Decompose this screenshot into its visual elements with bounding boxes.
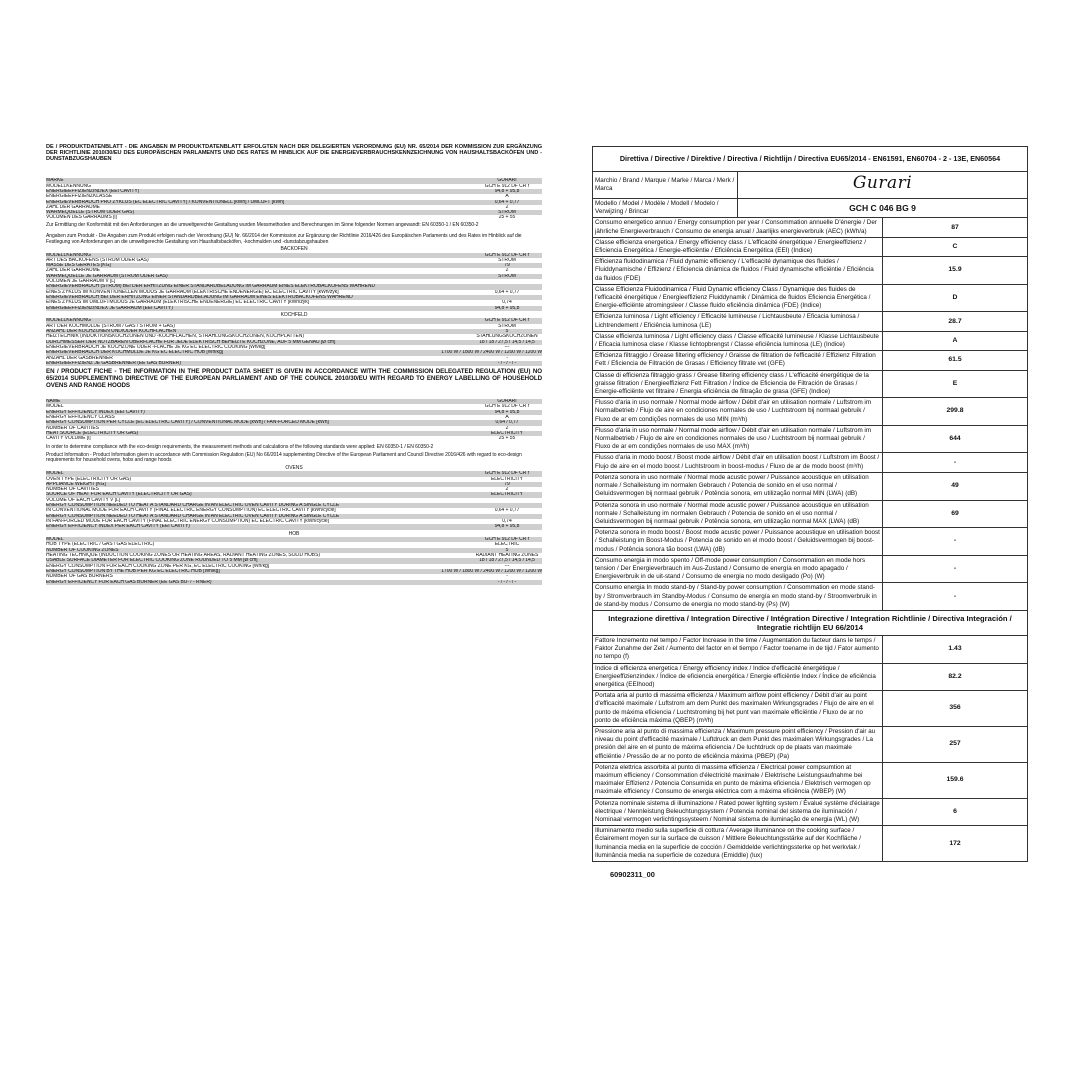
fiche-row-value: STROM: [498, 257, 516, 263]
fiche-row-label: MODEL: [46, 471, 64, 477]
hood-row-label: Classe Efficienza Fluidodinamica / Fluid Dynamic efficiency Class / Dynamique des fluides de l'efficacité énergétique / Energieeffizienz Fluiddynamik / Dinámica de fluidos Eficiencia Energética / Energie-efficiënte atromingsleer / Classe fluido eficiência dinâmica (FDE) (Indice): [593, 284, 883, 312]
hood-row: [593, 663, 1028, 691]
fiche-row-value: ELECTRICITY: [491, 430, 523, 436]
hood-row-value: 49: [883, 472, 1028, 500]
fiche-row-label: NAME: [46, 399, 61, 405]
fiche-row-value: STROM: [498, 210, 516, 216]
fiche-row-label: ENERGY CONSUMPTION NEEDED TO HEAT A STANDARD CHARGE IN AN ELECTRIC OVEN CAVITY DURING A SINGLE CYCLE: [46, 513, 340, 519]
hood-row-value: 61.5: [883, 351, 1028, 370]
brand-logo: Gurari: [852, 172, 913, 193]
fiche-row-value: GURARI: [497, 178, 517, 184]
hood-row-value: -: [883, 528, 1028, 556]
fiche-row-label: ENERGIEVERBRAUCH PRO ZYKLUS (EC ELECTRIC CAVITY) / KONVENTIONELL [kWh] / UMLUFT [kWh]: [46, 199, 285, 205]
hood-row-label: Consumo energia in modo spento / Off-mode power consumption / Consommation en mode hors tension / Der Energieverbrauch im Aus-Zustand / Consumo de energía en modo apagado / Energieverbruik in de uit-stand / Consumo de energia no modo desligado (Po) (W): [593, 555, 883, 583]
fiche-row-label: MODELLKENNUNG: [46, 318, 91, 324]
fiche-row-label: NUMBER OF CAVITIES: [46, 425, 99, 431]
fiche-row-label: ENERGIEEFFIZIENZ JE GASBRENNER (EE GAS BURNER): [46, 360, 181, 366]
en-heading: EN / PRODUCT FICHE - THE INFORMATION IN THE PRODUCT DATA SHEET IS GIVEN IN ACCORDANCE WITH THE COMMISSION DELEGATED REGULATION (EU) NO 65/2014 SUPPLEMENTING DIRECTIVE OF THE EUROPEAN PARLIAMENT AND OF THE COUNCIL 2010/30/EU WITH REGARD TO ENERGY LABELLING OF HOUSEHOLD OVENS AND RANGE HOODS: [46, 368, 542, 390]
hood-row-value: 159.6: [883, 762, 1028, 798]
fiche-row-label: ENERGY CONSUMPTION PER CYCLE (EC ELECTRIC CAVITY) / CONVENTIONAL MODE [kWh] / FAN-FORCED MODE [kWh]: [46, 420, 329, 426]
fiche-row-value: 94,8 + 95,8: [494, 188, 520, 194]
de-oven-table: [46, 178, 542, 220]
fiche-row-value: - / - / - / -: [497, 579, 517, 585]
hood-row-value: A: [883, 331, 1028, 350]
hood-row-label: Efficienza luminosa / Light efficiency / Efficacité lumineuse / Lichtausbeute / Eficacia luminosa / Lichtrendement / Eficiência luminosa (LE): [593, 312, 883, 331]
hood-row-label: Potenza sonora in uso normale / Normal mode acustic power / Puissance acoustique en utilisation normale / Schalleistung im normalen Gebrauch / Potencia de sonido en el uso normal / Geluidsvermogen bij normaal gebruik / Potência sonora, em utilização normal MAX (LWA) (dB): [593, 500, 883, 528]
fiche-row-label: SOURCE OF HEAT FOR EACH CAVITY (ELECTRICITY OR GAS): [46, 492, 192, 498]
fiche-row-label: DURCHMESSER DER NUTZBAREN OBERFLÄCHE FÜR JEDE ELEKTRISCH BEHEIZTE KOCHZONE, AUF 5 MM GENAU [Ø cm]: [46, 339, 336, 345]
fiche-row-label: MODELLKENNUNG: [46, 252, 91, 258]
fiche-row-label: ENERGIEVERBRAUCH DER KOCHMULDE JE KG EC ELECTRIC HOB [Wh/kg]: [46, 350, 224, 356]
hood-row-label: Classe efficienza luminosa / Light efficiency class / Classe efficacité lumineuse / Klasse Lichtausbeute / Eficacia luminosa clase / Klasse lichtopbrengst / Classe eficiência luminosa (LE) (Indice): [593, 331, 883, 350]
fiche-row-value: 0,64 + 0,77: [494, 199, 520, 205]
fiche-row-label: ENERGY EFFICIENCY FOR EACH GAS BURNER (EE GAS BU- / - RNER): [46, 579, 212, 585]
hood-row: [593, 500, 1028, 528]
integration-section-title: Integrazione direttiva / Integration Directive / Intégration Directive / Integration Richtlinie / Directiva Integración / Integratie richtlijn EU 66/2014: [593, 610, 1028, 635]
hood-row-value: D: [883, 284, 1028, 312]
hood-row-label: Consumo energia In modo stand-by / Stand-by power consumption / Consommation en mode stand-by / Stromverbrauch im Standby-Modus / Consumo de energía en modo stand-by / Stroomverbruik in de stand-by modus / Consumo de energia no modo stand-by (Ps) (W): [593, 583, 883, 611]
hood-row-value: 87: [883, 218, 1028, 237]
hood-row: [593, 726, 1028, 762]
fiche-row-value: ELECTRICITY: [491, 476, 523, 482]
hood-row-label: Fattore Incremento nel tempo / Factor Increase in the time / Augmentation du facteur dans le temps / Faktor Zunahme der Zeit / Aumento del factor en el tiempo / Factor toename in de tijd / Fator aumento no tempo (f): [593, 635, 883, 663]
hood-row-label: Potenza sonora in uso normale / Normal mode acustic power / Puissance acoustique en utilisation normale / Schalleistung im normalen Gebrauch / Potencia de sonido en el uso normal / Geluidsvermogen bij normaal gebruik / Potência sonora, em utilização normal MIN (LWA) (dB): [593, 472, 883, 500]
fiche-row-label: APPLIANCE WEIGHT [KG]: [46, 481, 106, 487]
hood-row-label: Consumo energetico annuo / Energy consumption per year / Consommation annuelle D'énergie / Der jährliche Energieverbrauch / Consumo de energia anual / Jaarlijks energieverbruik (AEC) (kWh/a): [593, 218, 883, 237]
en-ovens-title: OVENS: [285, 464, 303, 471]
fiche-row-label: ENERGIEEFFIZIENZINDEX (EEI CAVITY): [46, 188, 140, 194]
fiche-row-label: WÄRMEQUELLE JE GARRAUM (STROM ODER GAS): [46, 273, 168, 279]
hood-row-value: 6: [883, 798, 1028, 826]
model-label: Modello / Model / Modèle / Modell / Modelo / Verwijzing / Brincar: [593, 199, 738, 218]
fiche-row-label: ENERGY EFFICIENCY INDEX (EEI CAVITY): [46, 409, 145, 415]
hood-row-value: 172: [883, 826, 1028, 862]
integration-section-row: [593, 610, 1028, 635]
model-row: [593, 199, 1028, 218]
model-value: GCH C 046 BG 9: [738, 199, 1028, 218]
hood-row: [593, 370, 1028, 398]
hood-row: [593, 351, 1028, 370]
fiche-row-label: ANZAHL DER GASBRENNER: [46, 355, 113, 361]
fiche-row-label: EINES ZYKLUS IM KONVENTIONELLEN MODUS JE GARRAUM (ELEKTRISCHE ENDENERGIE) EC ELECTRIC CAVITY [kWh/zyk]: [46, 289, 339, 295]
fiche-row-label: OVEN TYPE (ELECTRICITY OR GAS): [46, 476, 131, 482]
fiche-row-label: ART DES BACKOFENS (STROM ODER GAS): [46, 257, 149, 263]
hood-row-label: Classe efficienza energetica / Energy efficiency class / L'efficacité énergétique / Energieeffizienz / Eficiencia Energética / Energie-efficiëntie / Eficiência Energética (EEI) (Indice): [593, 237, 883, 256]
fiche-row-label: HEATING TECHNIQUE (INDUCTION COOKING ZONES OR HEATING AREAS, RADIANT HEATING ZONES, SOLID HOBS): [46, 553, 320, 559]
fiche-row-label: NUMBER OF CAVITIES: [46, 487, 99, 493]
fiche-row-label: ZAHL DER GARRAUME: [46, 204, 100, 210]
hood-row-value: 644: [883, 425, 1028, 453]
fiche-row-label: CAVITY VOLUME [l]: [46, 436, 91, 442]
de-backofen-table: [46, 253, 542, 311]
fiche-row-value: ELECTRICITY: [491, 492, 523, 498]
fiche-row-label: ENERGY CONSUMPTION BY THE HOB PER KG EC ELECTRIC HOB [Wh/kg]: [46, 568, 220, 574]
fiche-row-value: 2: [505, 487, 509, 493]
hood-row: [593, 472, 1028, 500]
brand-label: Marchio / Brand / Marque / Marke / Marca / Merk / Marca: [593, 172, 738, 199]
fiche-row-label: VOLUMEN DES GARRAUMS [l]: [46, 215, 117, 221]
fiche-row-value: STROM: [498, 273, 516, 279]
hood-row-value: 28.7: [883, 312, 1028, 331]
fiche-row-label: MODELLKENNUNG: [46, 183, 91, 189]
hood-row-value: 69: [883, 500, 1028, 528]
fiche-row-label: ENERGIEVERBRAUCH (STROM) BEI DER ERHITZUNG EINER STANDARDBELADUNG IM GARRAUM EINES ELEKTROBACKOFENS WÄHREND: [46, 284, 376, 290]
de-backofen-title: BACKOFEN: [280, 245, 308, 252]
fiche-row-value: 5: [505, 547, 509, 553]
fiche-row-label: MASSE DES GERÄTES [KG]: [46, 263, 111, 269]
hood-row: [593, 635, 1028, 663]
fiche-row-value: ---: [504, 563, 510, 569]
en-standards-note: In order to determine compliance with the eco-design requirements, the measurement methods and calculations of the following standards were applied: EN 60350-1 / EN 60350-2: [46, 444, 434, 451]
fiche-row-label: IN CONVENTIONAL MODE FOR EACH CAVITY (FINAL ELECTRIC ENERGY CONSUMPTION) EC ELECTRIC CAVITY [kWh/cycle]: [46, 508, 336, 514]
hood-row: [593, 691, 1028, 727]
hood-row-value: 356: [883, 691, 1028, 727]
hood-row: [593, 826, 1028, 862]
fiche-row-value: GCH E 912 DF CR r: [484, 183, 530, 189]
fiche-row-label: USABLE SURFACE DIAMETER FOR ELECTRIC COOKING ZONE ROUNDED TO 5 MM [Ø cm]: [46, 558, 258, 564]
fiche-row-value: 94,8 + 95,8: [494, 524, 520, 530]
fiche-row-label: ENERGIEVERBRAUCH JE KOCHZONE ODER -FLÄCHE JE KG EC ELECTRIC COOKING [Wh/kg]: [46, 344, 266, 350]
fiche-row-value: 25 + 55: [498, 215, 516, 221]
hood-row: [593, 331, 1028, 350]
fiche-row-label: ZAHL DER GARRÄUME: [46, 268, 100, 274]
hood-row: [593, 583, 1028, 611]
fiche-row-value: 79: [504, 481, 510, 487]
fiche-row-label: MODEL: [46, 404, 64, 410]
hood-row-value: C: [883, 237, 1028, 256]
fiche-row-value: 0,74: [502, 518, 512, 524]
fiche-row: [46, 524, 542, 529]
fiche-row-value: GURARI: [497, 399, 517, 405]
fiche-row-label: NUMBER OF COOKING ZONES: [46, 547, 119, 553]
fiche-row-label: ENERGY CONSUMPTION NEEDED TO HEAT A STANDARD CHARGE IN AN ELECTRIC OVEN CAVITY DURING A SINGLE CYCLE: [46, 503, 340, 509]
hood-row-value: E: [883, 370, 1028, 398]
fiche-row-value: 0,64 + 0,77: [494, 289, 520, 295]
fiche-row-label: NUMBER OF GAS BURNERS: [46, 574, 113, 580]
hood-row: [593, 798, 1028, 826]
en-hob-title: HOB: [288, 530, 300, 537]
hood-row-label: Efficienza filtraggio / Grease filtering efficiency / Graisse de filtration de l'efficacité / Effizienz Filtration Fett / Eficiencia de Filtración de Grasas / Efficiency filtrate vet (GFE): [593, 351, 883, 370]
hood-row: [593, 425, 1028, 453]
fiche-row: [46, 580, 542, 585]
right-product-fiche: [592, 146, 1028, 879]
fiche-row-label: MODEL: [46, 537, 64, 543]
hood-row-value: -: [883, 555, 1028, 583]
hood-row-value: -: [883, 453, 1028, 472]
fiche-row-label: MARKE: [46, 178, 64, 184]
fiche-row-value: GCH E 912 DF CR r: [484, 537, 530, 543]
left-product-fiche: [46, 145, 542, 587]
fiche-row-label: IN FAN-FORCED MODE FOR EACH CAVITY (FINAL ELECTRIC ENERGY CONSUMPTION) EC ELECTRIC CAVITY [kWh/cycle]: [46, 518, 329, 524]
fiche-row-value: 5: [505, 329, 509, 335]
fiche-row-value: GCH E 912 DF CR r: [484, 252, 530, 258]
fiche-row-value: ---: [504, 344, 510, 350]
fiche-row: [46, 436, 542, 441]
fiche-row-value: 18 / 18 / 27,5 / 14,5 / 14,5: [479, 558, 535, 564]
fiche-row-value: 0,74: [502, 300, 512, 306]
hood-row-label: Illuminamento medio sulla superficie di cottura / Average illuminance on the cooking surface / Éclairement moyen sur la surface de cuisson / Mittlere Beleuchtungsstärke auf der Kochfläche / Iluminancia media en la superficie de cocción / Gemiddelde verlichtingssterke op het werkvlak / Iluminância media na superficie de cozedura (Emiddle) (lux): [593, 826, 883, 862]
hood-row: [593, 257, 1028, 285]
fiche-row-label: HOB TYPE (ELECTRIC / GAS / GAS ELECTRIC): [46, 542, 155, 548]
fiche-row-value: STAHLUNGSKOCHZONEN: [476, 334, 538, 340]
document-code: 60902311_00: [610, 870, 655, 880]
fiche-row-label: ENERGIEEFFIZIENZKLASSE: [46, 194, 113, 200]
hood-row-value: 82.2: [883, 663, 1028, 691]
en-product-info-note: Product Information - Product Information given in accordance with Commission Regulation (EU) No 66/2014 supplementing Directive of the European Parliament and Council Directive 2016/426 with regard to eco-design requirements for household ovens, hobs and range hoods: [46, 451, 522, 464]
hood-row: [593, 218, 1028, 237]
directive-header-row: [593, 147, 1028, 172]
fiche-row-label: ART DER KOCHMULDE (STROM / GAS / STROM + GAS): [46, 323, 175, 329]
fiche-row-label: ENERGY EFFICIENCY CLASS: [46, 415, 115, 420]
hood-row-label: Efficienza fluidodinamica / Fluid dynamic efficiency / L'efficacité dynamique des fluides / Fluiddynamische / Effizienz / Eficiencia dinámica de fluidos / Fluid dynamische efficiëntie / Eficiência da fluidos (FDE): [593, 257, 883, 285]
fiche-row-value: 2: [505, 204, 509, 210]
hood-row-value: 1.43: [883, 635, 1028, 663]
fiche-row-value: 2: [505, 268, 509, 274]
fiche-row-value: 94,8 + 95,8: [494, 409, 520, 415]
fiche-row-value: 18 / 18 / 27,5 / 14,5 / 14,5: [479, 339, 535, 345]
fiche-row-label: ENERGY EFFICIENCY INDEX PER EACH CAVITY (EEI CAVITY): [46, 524, 190, 530]
fiche-row-label: ENERGY CONSUMPTION FOR EACH COOKING ZONE PER KG, EC ELECTRIC COOKING [Wh/kg]: [46, 563, 270, 569]
hood-row-label: Potenza nominale sistema di illuminazione / Rated power lighting system / Évalué système d'éclairage électrique / Nennleistung Beleuchtungssystem / Potencia nominal del sistema de iluminación / Nominaal vermogen verlichtingssysteem / Nominal sistema de iluminação de energia (WL) (W): [593, 798, 883, 826]
fiche-row: [46, 215, 542, 220]
hood-row-value: 15.9: [883, 257, 1028, 285]
hood-row-label: Portata aria al punto di massima efficienza / Maximum airflow point efficiency / Débit d'air au point d'efficacité maximale / Luftstrom am dem Punkt des maximalen Wirkungsgrades / Flujo de aire en el punto de máxima eficiencia / Luchtstroming bij het punt van maximale efficiëntie / Fluxo de ar no ponto de eficiência máxima (QBEP) (m³/h): [593, 691, 883, 727]
fiche-row-value: 0,64 + 0,77: [494, 508, 520, 514]
fiche-row-value: ELECTRIC: [494, 542, 520, 548]
hood-row-value: -: [883, 583, 1028, 611]
fiche-row-value: A: [505, 415, 509, 420]
fiche-row-label: ENERGIEVERBRAUCH BEI DER ERHITZUNG EINER STANDARDBELADUNG IM GARRAUM EINES ELEKTROBACKOFENS WÄHREND: [46, 294, 353, 300]
fiche-row-value: -: [506, 574, 508, 580]
fiche-row-label: EINES ZYKLUS IM UMLUFTMODUS JE GARRAUM (ELEKTRISCHE ENDENERGIE) EC ELECTRIC CAVITY [kWh/zyk]: [46, 300, 310, 306]
hood-row-label: Flusso d'aria in modo boost / Boost mode airflow / Débit d'air en utilisation boost / Luftstrom im Boost / Flujo de aire en el modo boost / Luchtstroom in boost-modus / Fluxo de ar de modo boost (m³/h): [593, 453, 883, 472]
fiche-row-value: -: [506, 355, 508, 361]
fiche-row-label: ENERGIEEFFIZIENZINDEX JE GARRAUM (EEI CAVITY): [46, 305, 173, 311]
hood-row-label: Flusso d'aria in uso normale / Normal mode airflow / Débit d'air en utilisation normale / Luftstrom im Normalbetrieb / Flujo de aire en condiciones normales de uso / Luchtstroom bij normaal gebruik / Fluxo de ar em condições normales de uso MIN (m³/h): [593, 398, 883, 426]
fiche-row-value: RADIANT HEATING ZONES: [475, 553, 539, 559]
directive-header: Direttiva / Directive / Direktive / Directiva / Richtlijn / Directiva EU65/2014 - EN61591, EN60704 - 2 - 13E, EN60564: [593, 147, 1028, 172]
en-ovens-table: [46, 471, 542, 529]
hood-row: [593, 284, 1028, 312]
hood-row-value: 257: [883, 726, 1028, 762]
fiche-row-label: VOLUMEN JE GARRAUM V [L]: [46, 279, 116, 285]
fiche-row-value: GCH E 912 DF CR r: [484, 404, 530, 410]
fiche-row-value: 25 + 55: [498, 436, 516, 442]
de-kochfeld-title: KOCHFELD: [280, 311, 308, 318]
fiche-row-label: VOLUME OF EACH CAVITY V [L]: [46, 497, 121, 503]
fiche-row-label: WÄRMEQUELLE (STROM ODER GAS): [46, 210, 135, 216]
fiche-row-label: HEIZTECHNIK (INDUKTIONSKOCHZONEN UND -KOCHFLÄCHEN, STRAHLUNGSKOCHZONEN, KOCHPLATTEN): [46, 334, 304, 340]
fiche-row-label: HEAT SOURCE (ELECTRICITY OR GAS): [46, 430, 139, 436]
hood-row-label: Indice di efficienza energetica / Energy efficiency index / Indice d'efficacité énergétique / Energieeffizienzindex / Índice de eficiencia energética / Energie efficiëntie Index / Índice de eficiência energética (EEIhood): [593, 663, 883, 691]
fiche-row-value: STROM: [498, 323, 516, 329]
hood-row-label: Potenza sonora in modo boost / Boost mode acustic power / Puissance acoustique en utilisation boost / Schalleistung im Boost-Modus / Potencia de sonido en el modo boost / Geluidsvermogen bij boost-modus / Potência sonora tão boost (LWA) (dB): [593, 528, 883, 556]
fiche-row-value: 0,64 / 0,77: [495, 420, 519, 426]
fiche-row-label: ANZAHL DER KOCHZONEN UND/ODER KOCHFLÄCHEN: [46, 329, 177, 335]
hood-row-label: Pressione aria al punto di massima efficienza / Maximum pressure point efficiency / Pression d'air au niveau du point d'efficacité maximale / Luftdruck an dem Punkt des maximalen Wirkungsgrades / La presión del aire en el punto de máxima eficiencia / De luchtdruck op de plaats van maximale efficiëntie / Pressão de ar no ponto de eficiência máxima (PBEP) (Pa): [593, 726, 883, 762]
hood-row-label: Potenza elettrica assorbita al punto di massima efficienza / Electrical power compsumtion at maximum efficiency / Consommation d'électricité maximale / Elektrische Leistungsaufnahme bei maximaler Effizienz / Potencia Consumida en punto de máxima eficiencia / Elektrisch vermogen op maximale efficiency / Consumo de energia eléctrica com a máxima eficiência (WBEP) (W): [593, 762, 883, 798]
hood-row: [593, 555, 1028, 583]
fiche-row-value: GCH E 912 DF CR r: [484, 471, 530, 477]
fiche-row-value: 94,8 + 95,8: [494, 305, 520, 311]
hood-row: [593, 312, 1028, 331]
hood-row: [593, 528, 1028, 556]
hood-row: [593, 237, 1028, 256]
de-heading: DE / PRODUKTDATENBLATT - DIE ANGABEN IM PRODUKTDATENBLATT ERFOLGTEN NACH DER DELEGIERTEN VERORDNUNG (EU) NR. 65/2014 DER KOMMISSION ZUR ERGÄNZUNG DER RICHTLINIE 2010/30/EU DES EUROPÄISCHEN PARLAMENTS UND DES RATES IM HINBLICK AUF DIE ENERGIEVERBRAUCHSKENNZEICHNUNG VON HAUSHALTSBACKÖFEN UND -DUNSTABZUGSHAUBEN: [46, 144, 542, 162]
hood-row-label: Classe di efficienza filtraggio grass / Grease filtering efficiency class / L'efficacité énergétique de la graisse filtration / Energieeffizienz Fett Filtration / Índice de Eficiencia de Filtración de Grasas / Energie-efficiënte vet filtraire / Energia eficiência de filtração de grasa (GFE) (Indice): [593, 370, 883, 398]
fiche-row-value: 79: [504, 263, 510, 269]
de-kochfeld-table: [46, 318, 542, 366]
hood-row: [593, 453, 1028, 472]
hood-row-value: 299.8: [883, 398, 1028, 426]
de-standards-note: Zur Ermittlung der Konformität mit den Anforderungen an die umweltgerechte Gestaltung wurden Messmethoden und Berechnungen im Sinne folgender Normen angewandt: EN 60350-1 / EN 60350-2: [46, 221, 479, 228]
fiche-row-value: GCH E 912 DF CR r: [484, 318, 530, 324]
fiche-row-value: 1700 W / 1800 W / 2400 W / 1200 W / 1200 W: [441, 350, 542, 356]
fiche-row-value: A: [505, 194, 509, 200]
fiche-row-value: 1700 W / 1800 W / 2400 W / 1200 W / 1200 W: [441, 568, 542, 574]
hood-row: [593, 398, 1028, 426]
hood-row: [593, 762, 1028, 798]
hood-row-label: Flusso d'aria in uso normale / Normal mode airflow / Débit d'air en utilisation normale / Luftstrom im Normalbetrieb / Flujo de aire en condiciones normales de uso / Luchtstroom bij normaal gebruik / Fluxo de ar em condições normales de uso MAX (m³/h): [593, 425, 883, 453]
fiche-row-value: - / - / - / -: [497, 360, 517, 366]
en-hob-table: [46, 537, 542, 585]
fiche-row: [46, 361, 542, 366]
en-oven-table: [46, 399, 542, 441]
fiche-row: [46, 306, 542, 311]
fiche-row-value: 2: [505, 425, 509, 431]
brand-row: [593, 172, 1028, 199]
de-product-info-note: Angaben zum Produkt - Die Angaben zum Produkt erfolgen nach der Verordnung (EU) Nr. 66/2014 der Kommission zur Ergänzung der Richtlinie 2016/426 des Europäischen Parlaments und des Rates im Hinblick auf die Festlegung von Anforderungen an die umweltgerechte Gestaltung von Haushaltsbacköfen, -kochmulden und -dunstabzugshauben: [46, 233, 522, 245]
hood-data-table: [592, 146, 1028, 862]
